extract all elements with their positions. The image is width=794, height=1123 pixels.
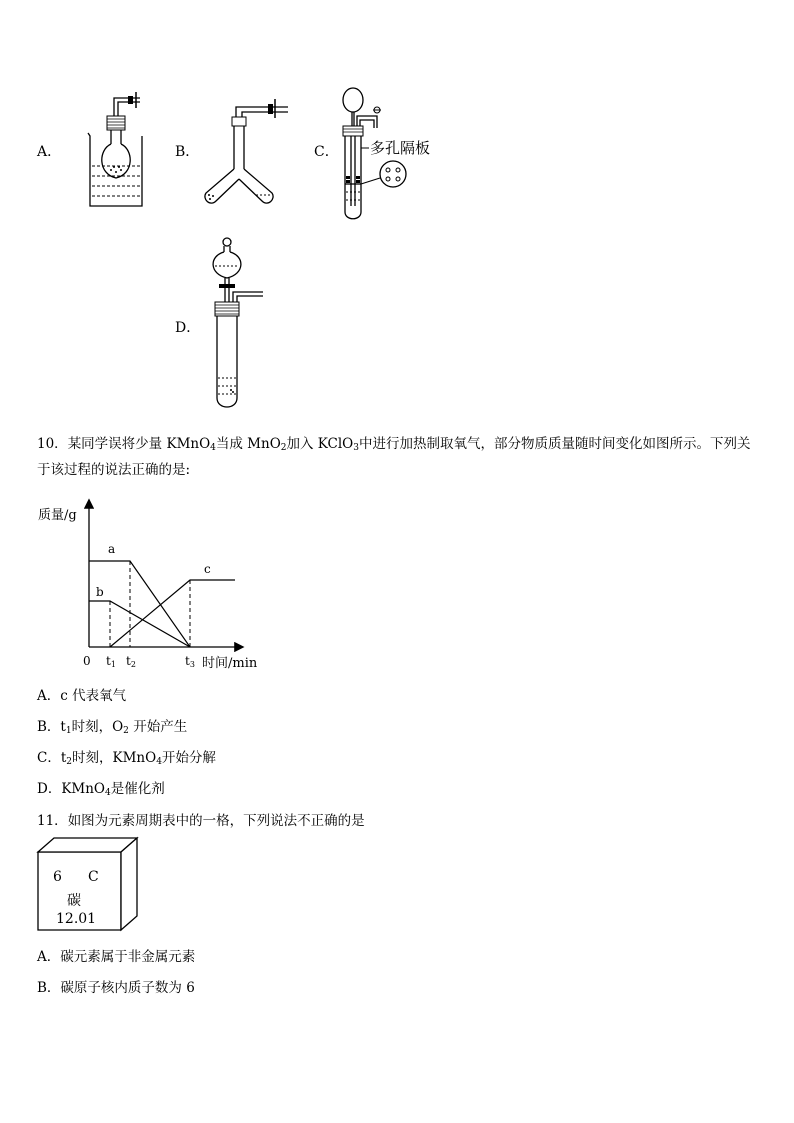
option-c-label: C．: [314, 144, 339, 160]
apparatus-d-diagram: [207, 234, 267, 412]
question-11-option-b[interactable]: B．碳原子核内质子数为 6: [37, 980, 195, 996]
element-symbol: C: [88, 869, 99, 885]
tick-label-t3: t3: [185, 654, 195, 669]
option-a-label: A．: [37, 144, 62, 160]
y-axis-label: 质量/g: [38, 508, 77, 523]
apparatus-a-diagram: [80, 88, 170, 213]
option-d-label: D．: [175, 320, 201, 336]
question-11-number: 11．: [37, 813, 68, 829]
porous-plate-label: 多孔隔板: [370, 139, 431, 157]
question-10-option-b[interactable]: B．$t_1$时刻，$O_2$ 开始产生: [37, 719, 188, 736]
series-line-a: [89, 561, 190, 647]
element-name: 碳: [67, 893, 81, 909]
question-10-option-d[interactable]: D．KMnO$_4$是催化剂: [37, 781, 165, 798]
tick-label-t1: t1: [106, 654, 116, 669]
apparatus-b-diagram: [198, 95, 303, 215]
question-10-option-c[interactable]: C．$t_2$时刻，KMnO$_4$开始分解: [37, 750, 216, 767]
question-10-option-a[interactable]: A．c 代表氧气: [37, 688, 127, 704]
element-atomic-number: 6: [53, 869, 62, 885]
series-label-a: a: [108, 542, 116, 556]
question-11-stem: 11．如图为元素周期表中的一格，下列说法不正确的是: [37, 813, 365, 829]
origin-label: 0: [83, 654, 91, 668]
tick-label-t2: t2: [126, 654, 136, 669]
option-b-label: B．: [175, 144, 200, 160]
element-atomic-mass: 12.01: [56, 911, 97, 927]
mass-time-chart: [30, 495, 270, 680]
x-axis-label: 时间/min: [202, 656, 258, 671]
series-label-c: c: [204, 562, 211, 576]
question-10-stem: 10．某同学误将少量 KMnO$_4$当成 MnO$_2$加入 KClO$_3$中进行加热制取氧气，部分物质质量随时间变化如图所示。下列关于该过程的说法正确的是:: [37, 436, 751, 478]
question-10-number: 10．: [37, 436, 68, 452]
series-label-b: b: [96, 585, 104, 599]
series-line-b: [89, 601, 190, 647]
question-11-option-a[interactable]: A．碳元素属于非金属元素: [37, 949, 196, 965]
